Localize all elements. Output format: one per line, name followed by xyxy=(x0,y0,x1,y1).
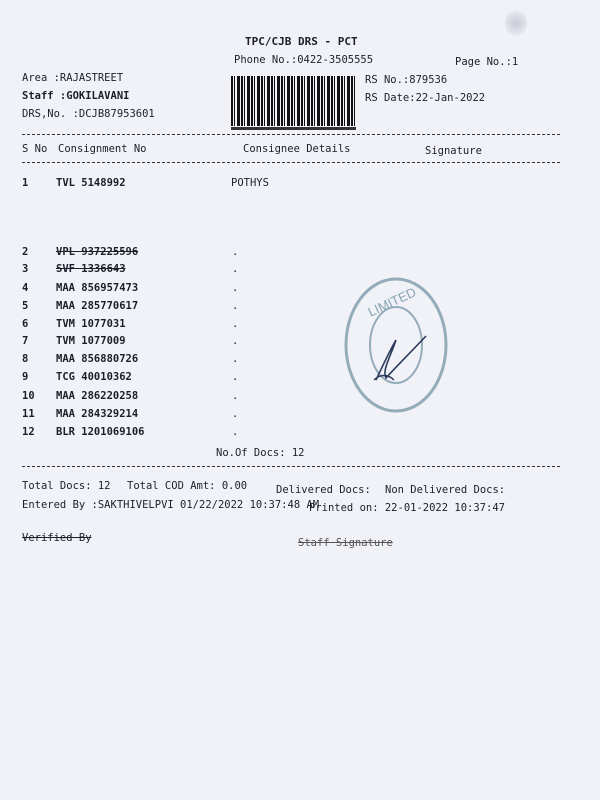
row-consignment: MAA 285770617 xyxy=(56,300,139,312)
row-consignment: BLR 1201069106 xyxy=(56,426,145,438)
row-consignment: TVM 1077009 xyxy=(56,335,126,347)
row-consignment: TVM 1077031 xyxy=(56,318,126,330)
row-consignment: MAA 286220258 xyxy=(56,390,139,402)
printed-on: Printed on: 22-01-2022 10:37:47 xyxy=(309,502,505,514)
staff-signature: Staff Signature xyxy=(298,537,393,549)
table-row xyxy=(22,263,352,277)
row-mark: . xyxy=(232,282,239,294)
row-sno: 12 xyxy=(22,426,35,438)
row-sno: 3 xyxy=(22,263,29,275)
row-mark: . xyxy=(232,371,239,383)
row-sno: 11 xyxy=(22,408,35,420)
col-consignment: Consignment No xyxy=(58,143,147,155)
row-mark: . xyxy=(232,353,239,365)
table-row xyxy=(22,282,352,296)
row-consignment: MAA 856880726 xyxy=(56,353,139,365)
row-sno: 7 xyxy=(22,335,29,347)
row-consignee: POTHYS xyxy=(231,177,269,189)
table-row xyxy=(22,300,352,314)
row-consignment: VPL 937225596 xyxy=(56,246,139,258)
table-row xyxy=(22,390,352,404)
divider-header xyxy=(22,162,560,163)
table-row-12 xyxy=(22,428,352,442)
divider-footer xyxy=(22,466,560,467)
col-signature: Signature xyxy=(425,145,482,157)
phone-number: Phone No.:0422-3505555 xyxy=(234,54,374,66)
table-row xyxy=(22,177,352,191)
row-mark: . xyxy=(232,318,239,330)
row-consignment: TVL 5148992 xyxy=(56,177,126,189)
col-consignee: Consignee Details xyxy=(243,143,351,155)
row-mark: . xyxy=(232,246,239,258)
row-sno: 10 xyxy=(22,390,35,402)
row-sno: 9 xyxy=(22,371,29,383)
row-sno: 1 xyxy=(22,177,29,189)
delivered-docs: Delivered Docs: xyxy=(276,484,371,496)
stamp-text: LIMITED xyxy=(365,284,419,320)
row-mark: . xyxy=(232,300,239,312)
paper-smudge xyxy=(505,8,527,38)
doc-title: TPC/CJB DRS - PCT xyxy=(245,35,358,48)
row-sno: 4 xyxy=(22,282,29,294)
row-sno: 5 xyxy=(22,300,29,312)
row-sno: 6 xyxy=(22,318,29,330)
area-label: Area :RAJASTREET xyxy=(22,72,124,84)
table-row xyxy=(22,246,352,260)
row-mark: . xyxy=(232,390,239,402)
row-sno: 2 xyxy=(22,246,29,258)
page-number: Page No.:1 xyxy=(455,56,519,68)
table-row xyxy=(22,408,352,422)
total-docs: Total Docs: 12 xyxy=(22,480,111,492)
rs-number: RS No.:879536 xyxy=(365,74,448,86)
table-row xyxy=(22,335,352,349)
row-mark: . xyxy=(232,263,239,275)
row-consignment: MAA 284329214 xyxy=(56,408,139,420)
table-row xyxy=(22,318,352,332)
row-mark: . xyxy=(232,408,239,420)
company-seal-stamp xyxy=(338,270,456,420)
drs-number: DRS,No. :DCJB87953601 xyxy=(22,108,155,120)
table-row xyxy=(22,371,352,385)
rs-date: RS Date:22-Jan-2022 xyxy=(365,92,486,104)
table-row xyxy=(22,353,352,367)
verified-by: Verified By xyxy=(22,532,92,544)
non-delivered-docs: Non Delivered Docs: xyxy=(385,484,506,496)
col-sno: S No xyxy=(22,143,48,155)
no-of-docs: No.Of Docs: 12 xyxy=(216,447,305,459)
row-sno: 8 xyxy=(22,353,29,365)
barcode-baseline xyxy=(231,127,356,130)
row-mark: . xyxy=(232,335,239,347)
row-consignment: TCG 40010362 xyxy=(56,371,132,383)
barcode xyxy=(231,76,356,126)
entered-by: Entered By :SAKTHIVELPVI 01/22/2022 10:37:48 AM xyxy=(22,499,320,511)
row-mark: . xyxy=(232,426,239,438)
row-consignment: SVF 1336643 xyxy=(56,263,126,275)
staff-label: Staff :GOKILAVANI xyxy=(22,90,130,102)
total-cod-amount: Total COD Amt: 0.00 xyxy=(127,480,248,492)
divider-top xyxy=(22,134,560,135)
row-consignment: MAA 856957473 xyxy=(56,282,139,294)
